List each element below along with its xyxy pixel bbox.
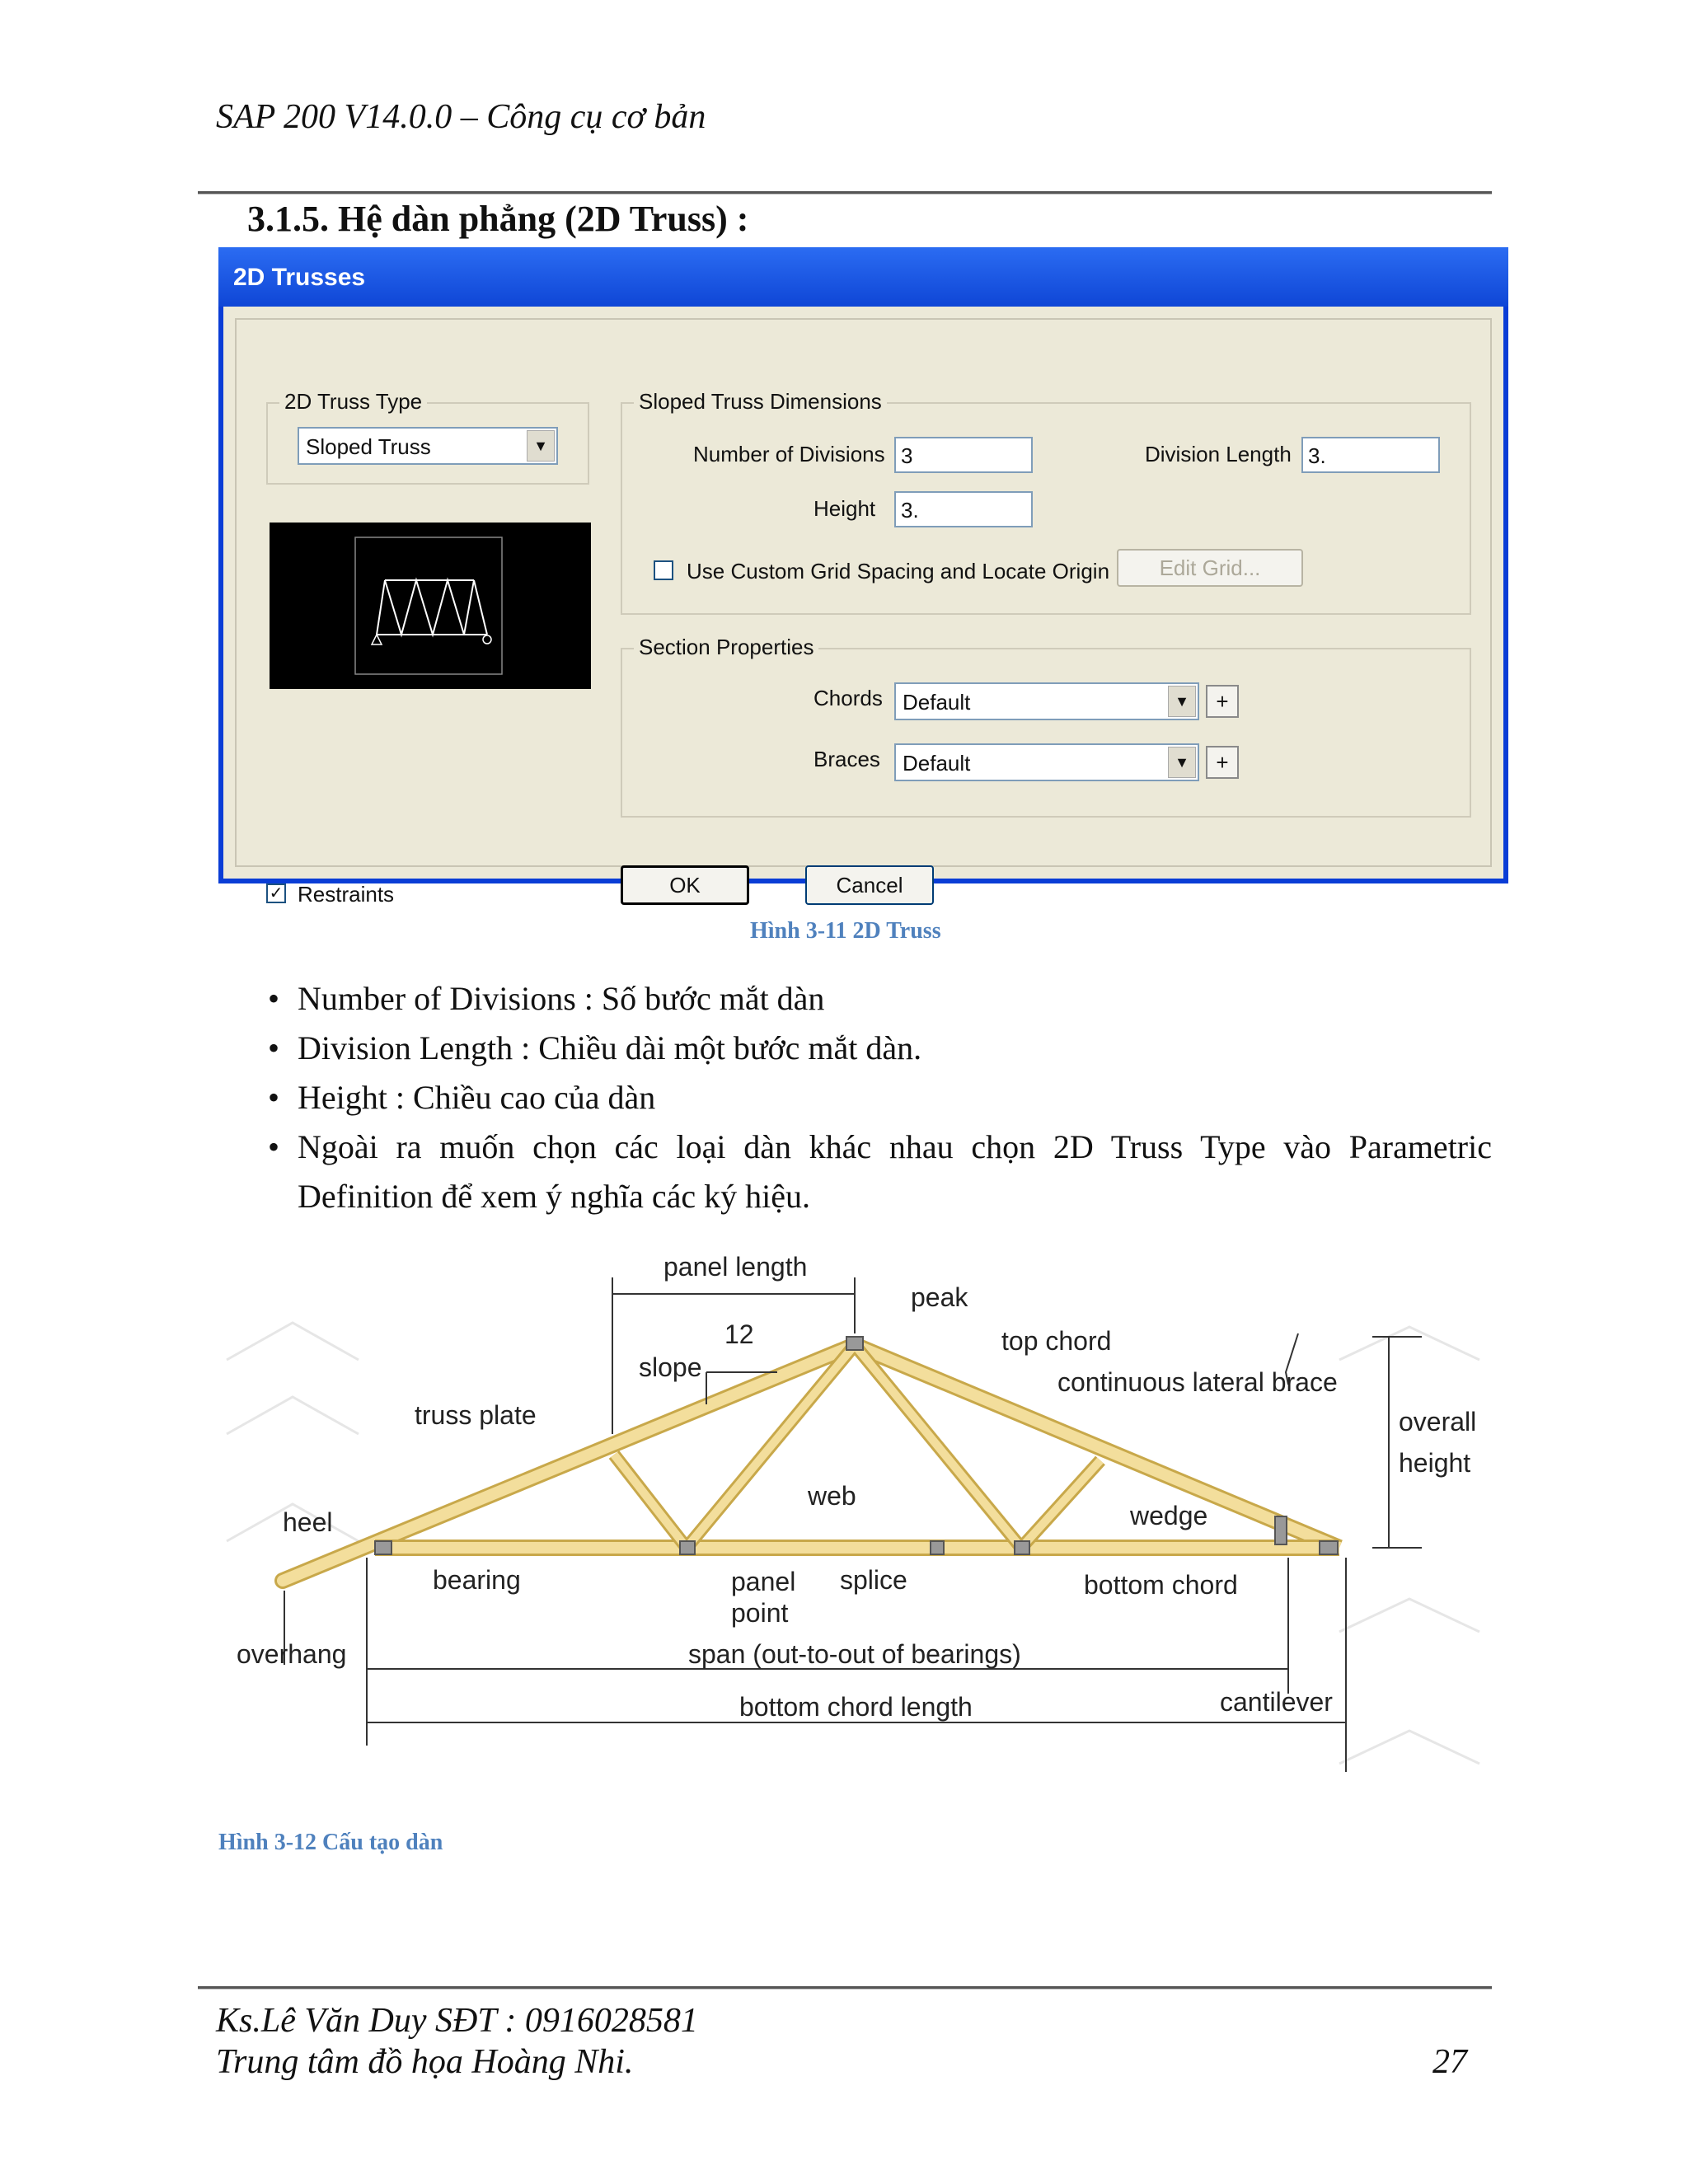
num-divisions-label: Number of Divisions — [693, 442, 885, 466]
truss-type-group — [266, 389, 589, 485]
restraints-label: Restraints — [298, 882, 395, 907]
edit-grid-button[interactable]: Edit Grid... — [1117, 549, 1303, 587]
figure-caption-2: Hình 3-12 Cấu tạo dàn — [218, 1830, 443, 1855]
label-bottom-chord-length: bottom chord length — [739, 1692, 973, 1722]
braces-add-button[interactable]: + — [1206, 746, 1239, 779]
dimensions-group-label: Sloped Truss Dimensions — [634, 389, 887, 415]
footer-center: Trung tâm đồ họa Hoàng Nhi. — [216, 2043, 634, 2081]
label-slope-12: 12 — [724, 1319, 754, 1349]
list-item: • Division Length : Chiều dài một bước mắt dàn. — [268, 1024, 1492, 1073]
truss-preview-icon — [270, 523, 591, 689]
height-input[interactable]: 3. — [894, 491, 1033, 527]
section-heading: 3.1.5. Hệ dàn phẳng (2D Truss) : — [247, 199, 749, 239]
truss-preview — [270, 523, 591, 689]
page-header-title: SAP 200 V14.0.0 – Công cụ cơ bản — [216, 98, 706, 136]
cancel-button[interactable]: Cancel — [805, 865, 934, 905]
truss-anatomy-diagram — [218, 1244, 1512, 1793]
label-panel: panel — [731, 1567, 796, 1596]
restraints-checkbox[interactable]: ✓ — [266, 883, 286, 903]
label-continuous-lateral-brace: continuous lateral brace — [1057, 1367, 1338, 1397]
label-span: span (out-to-out of bearings) — [688, 1639, 1021, 1669]
section-properties-group — [621, 635, 1471, 818]
num-divisions-input[interactable]: 3 — [894, 437, 1033, 473]
dimensions-group — [621, 389, 1471, 615]
section-properties-group-label: Section Properties — [634, 635, 818, 660]
list-item: • Height : Chiều cao của dàn — [268, 1073, 1492, 1122]
label-bottom-chord: bottom chord — [1084, 1570, 1238, 1600]
chords-select[interactable] — [894, 682, 1199, 720]
footer-rule — [198, 1986, 1492, 1990]
label-panel-length: panel length — [663, 1252, 808, 1282]
dialog-body — [223, 307, 1503, 907]
label-splice: splice — [840, 1565, 907, 1595]
header-rule — [198, 191, 1492, 194]
dialog-title: 2D Trusses — [233, 264, 366, 291]
ok-button[interactable]: OK — [621, 865, 749, 905]
chevron-down-icon[interactable]: ▼ — [527, 430, 555, 462]
label-slope: slope — [639, 1352, 702, 1382]
figure-caption-1: Hình 3-11 2D Truss — [750, 918, 941, 944]
truss-dialog — [218, 247, 1508, 907]
dialog-titlebar — [218, 247, 1508, 307]
braces-select[interactable] — [894, 743, 1199, 781]
footer-author: Ks.Lê Văn Duy SĐT : 0916028581 — [216, 2002, 698, 2040]
label-overhang: overhang — [237, 1639, 347, 1669]
custom-grid-checkbox[interactable] — [654, 560, 673, 580]
list-item: • Ngoài ra muốn chọn các loại dàn khác nhau chọn 2D Truss Type vào Parametric Definition để xem ý nghĩa các ký hiệu. — [268, 1122, 1492, 1221]
truss-type-group-label: 2D Truss Type — [279, 389, 427, 415]
page-number: 27 — [1432, 2043, 1467, 2081]
label-cantilever: cantilever — [1220, 1687, 1333, 1717]
braces-value: Default — [903, 751, 971, 776]
truss-type-select[interactable] — [298, 427, 558, 465]
label-point: point — [731, 1598, 789, 1628]
height-label: Height — [814, 496, 876, 521]
custom-grid-label: Use Custom Grid Spacing and Locate Origin — [687, 559, 1110, 583]
chords-add-button[interactable]: + — [1206, 685, 1239, 718]
chords-label: Chords — [814, 686, 883, 710]
label-heel: heel — [283, 1507, 333, 1537]
chevron-down-icon[interactable]: ▼ — [1168, 686, 1196, 717]
label-web: web — [808, 1481, 856, 1511]
label-top-chord: top chord — [1001, 1326, 1112, 1356]
label-height: height — [1399, 1448, 1471, 1478]
bullet-list — [268, 974, 1492, 1221]
truss-type-value: Sloped Truss — [306, 434, 431, 459]
list-item: • Number of Divisions : Số bước mắt dàn — [268, 974, 1492, 1024]
label-bearing: bearing — [433, 1565, 521, 1595]
division-length-input[interactable]: 3. — [1301, 437, 1440, 473]
label-wedge: wedge — [1130, 1501, 1208, 1530]
division-length-label: Division Length — [1145, 442, 1292, 466]
chevron-down-icon[interactable]: ▼ — [1168, 747, 1196, 778]
braces-label: Braces — [814, 747, 880, 771]
label-overall: overall — [1399, 1407, 1477, 1436]
label-peak: peak — [911, 1282, 968, 1312]
chords-value: Default — [903, 690, 971, 715]
label-truss-plate: truss plate — [415, 1400, 537, 1430]
